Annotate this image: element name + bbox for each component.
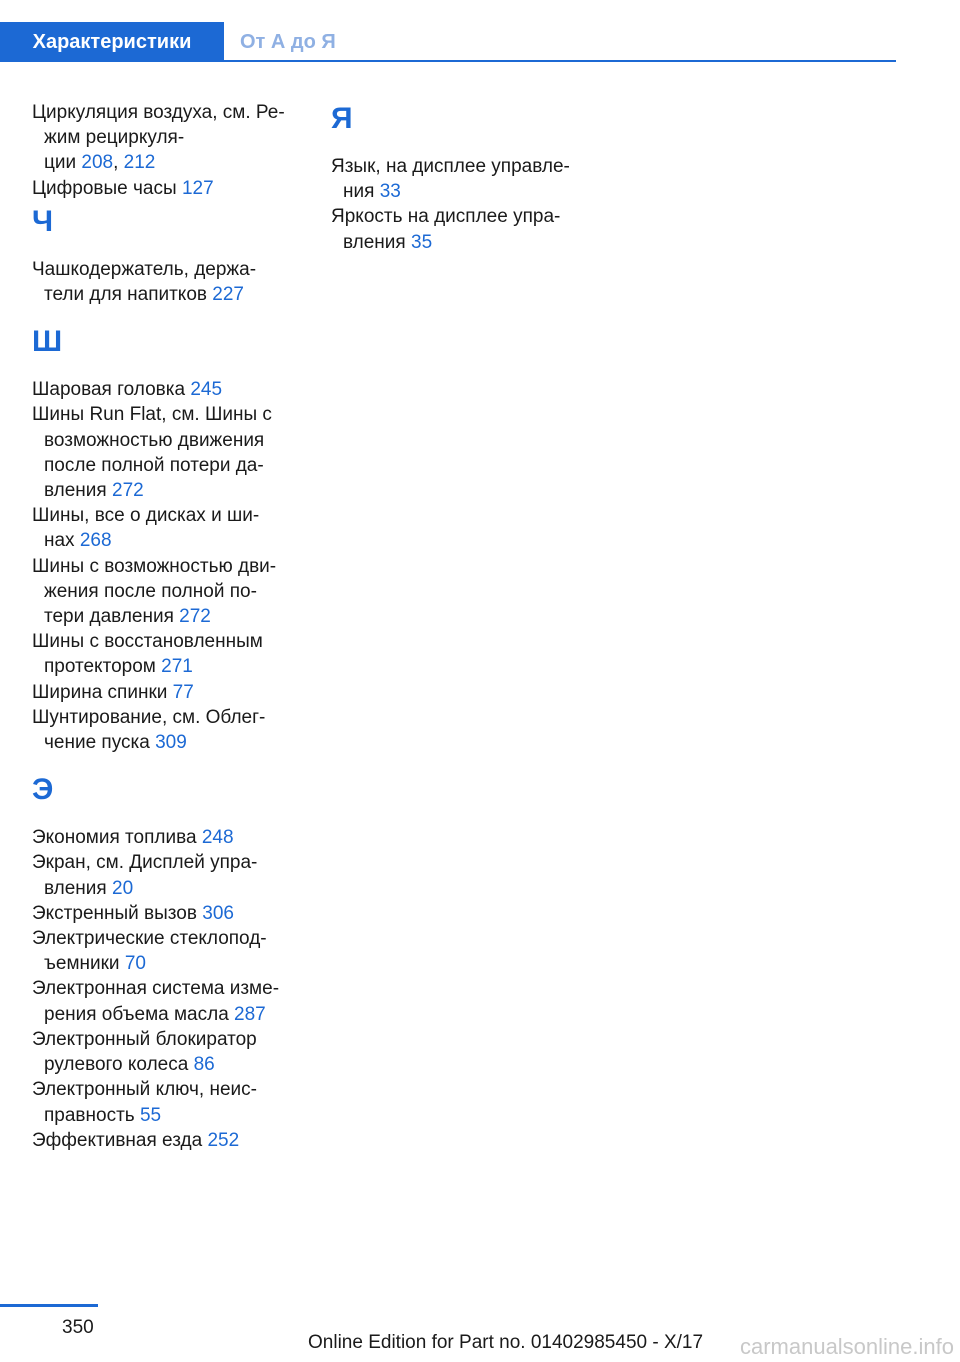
entry-text: рулевого колеса [44,1054,189,1076]
footer-rule [0,1304,98,1307]
section-letter-ya: Я [331,102,353,135]
page-link[interactable]: 212 [123,152,156,174]
index-entry [32,554,302,630]
entry-text: Чашкодержатель, держа- [32,258,257,280]
page-link[interactable]: 309 [155,732,187,754]
entry-text: возможностью движения [44,429,265,451]
index-entry [32,1077,302,1127]
page-link[interactable]: 35 [411,231,433,253]
entry-text: тери давления [44,606,174,628]
entry-text: Шины, все о дисках и ши- [32,505,260,527]
section-letter-ch: Ч [32,204,54,238]
entry-text: Электронная система изме- [32,978,280,1000]
entry-text: ъемники [44,953,120,975]
section-letter-e: Э [32,773,54,807]
entries-ch [32,257,302,307]
page-link[interactable]: 33 [379,181,401,203]
index-entry [32,705,302,755]
entry-text: Экстренный вызов [32,902,197,924]
page-link[interactable]: 227 [212,284,244,306]
index-entry [331,204,601,254]
header-rule [224,60,896,62]
index-entry [32,825,302,850]
index-column-right [331,100,601,255]
page-link[interactable]: 306 [202,902,234,924]
index-entry [32,850,302,900]
entry-text: Шаровая головка [32,379,186,401]
entries-top [32,100,302,201]
entry-text: протектором [44,656,156,678]
entry-text: вления [343,231,406,253]
index-entry [32,976,302,1026]
entry-text: Шины с восстановленным [32,631,263,653]
entry-text: рения объема масла [44,1003,229,1025]
entry-text: Шины с возможностью дви- [32,555,277,577]
entries-e [32,825,302,1153]
page-number: 350 [62,1317,94,1338]
entry-text: Электронный ключ, неис- [32,1079,257,1101]
page-link[interactable]: 252 [207,1129,240,1151]
entry-text: тели для напитков [44,284,207,306]
entry-text: вления [44,480,107,502]
index-entry: Циркуляция воздуха, см. Ре- жим рециркуля- ции 208, 212 [32,102,285,174]
index-entry [32,503,302,553]
index-entry [32,629,302,679]
index-entry [32,1128,302,1153]
page-link[interactable]: 272 [179,606,211,628]
index-entry [331,154,601,204]
index-entry [32,1027,302,1077]
index-entry [32,377,302,402]
entry-text: жения после полной по- [44,580,257,602]
entry-text: Электронный блокиратор [32,1028,257,1050]
page-link[interactable]: 248 [201,827,234,849]
entry-text: Цифровые часы [32,177,177,199]
index-entry [32,901,302,926]
entry-text: Яркость на дисплее упра- [331,206,561,228]
entry-text: чение пуска [44,732,150,754]
watermark: carmanualsonline.info [739,1334,954,1359]
entry-text: нах [44,530,75,552]
index-entry [32,176,302,201]
entry-text: ния [343,181,375,203]
entry-text: Электрические стеклопод- [32,928,267,950]
entries-ya [331,154,601,255]
index-entry [32,680,302,705]
entry-text: Экономия топлива [32,827,197,849]
page-link[interactable]: 268 [79,530,112,552]
page-link[interactable]: 287 [234,1003,266,1025]
entry-text: Экран, см. Дисплей упра- [32,852,258,874]
entry-text: жим рециркуля- [44,127,185,149]
page-header [0,0,960,62]
edition-footer: Online Edition for Part no. 01402985450 - X/17 [308,1332,704,1353]
section-letter-sh: Ш [32,325,63,359]
page-link[interactable]: 272 [112,480,144,502]
entry-text: ции [44,152,77,174]
entry-text: Шины Run Flat, см. Шины с [32,404,272,426]
index-entry [32,402,302,503]
page-link[interactable]: 55 [139,1104,162,1126]
entry-text: Шунтирование, см. Облег- [32,706,266,728]
index-entry [32,926,302,976]
page-link[interactable]: 77 [172,681,194,703]
entry-text: Циркуляция воздуха, см. Ре- [32,102,285,123]
entry-text: Ширина спинки [32,681,168,703]
page-link[interactable]: 271 [161,656,193,678]
entry-text: вления [44,877,107,899]
index-column-left [32,100,302,1153]
entry-text: правность [44,1104,135,1126]
entry-text: Эффективная езда [32,1129,203,1151]
page-link[interactable]: 86 [193,1054,215,1076]
tab-characteristics[interactable]: Характеристики [0,22,224,62]
page-link[interactable]: 208 [81,152,114,174]
entries-sh [32,377,302,755]
page-link[interactable]: 70 [124,953,146,975]
index-entry [32,257,302,307]
entry-text: после полной потери да- [44,454,264,476]
tab-a-to-z[interactable]: От А до Я [240,30,336,53]
page-link[interactable]: 127 [181,177,214,199]
page-link[interactable]: 20 [112,877,134,899]
page-link[interactable]: 245 [190,379,223,401]
entry-text: Язык, на дисплее управле- [331,156,570,177]
